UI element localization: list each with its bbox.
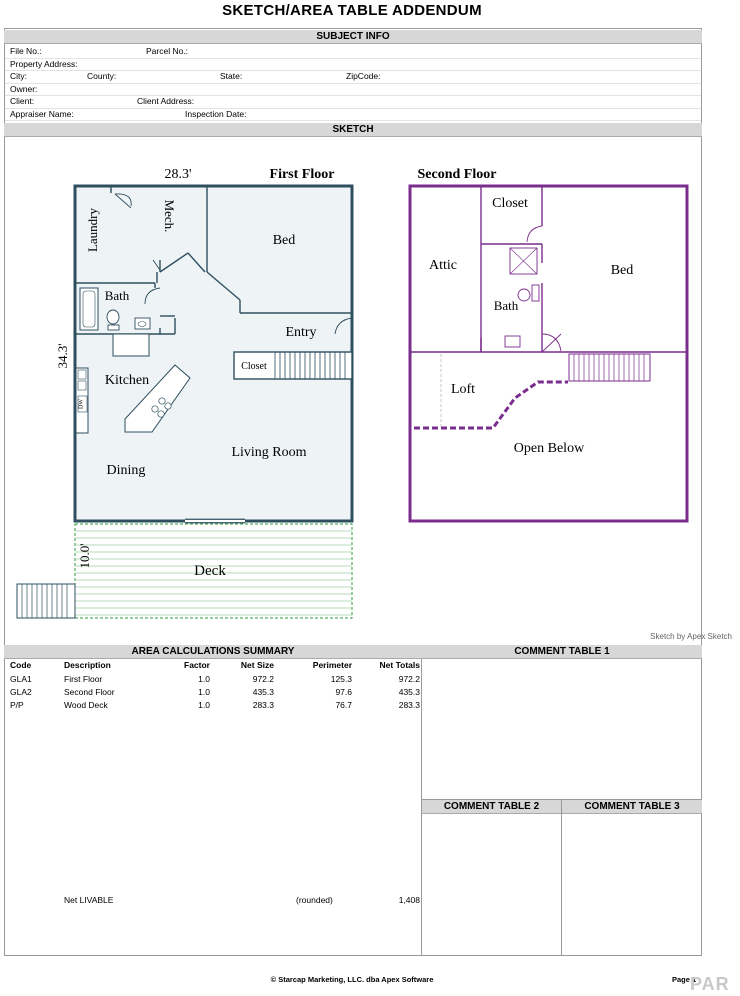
info-row-owner: [5, 83, 701, 97]
second-floor-plan: [410, 167, 687, 521]
floor-plan-sketch: [5, 138, 701, 644]
first-floor-width-dim: 28.3': [164, 167, 192, 182]
dining-label: Dining: [106, 463, 146, 478]
subject-info-header: SUBJECT INFO: [4, 30, 702, 44]
loft-label: Loft: [450, 382, 476, 397]
table-row: [4, 699, 422, 711]
info-row-file: [5, 45, 701, 59]
laundry-label: Laundry: [85, 207, 100, 253]
row-factor: 1.0: [198, 700, 210, 710]
row-code: GLA1: [10, 674, 32, 684]
row-description: First Floor: [64, 674, 103, 684]
info-row-client: [5, 95, 701, 109]
sink-icon: [135, 318, 150, 329]
row-perimeter: 97.6: [335, 687, 352, 697]
zipcode-label: ZipCode:: [346, 71, 381, 81]
comment-table-2: [422, 800, 562, 956]
par-watermark: PAR: [690, 974, 730, 994]
second-bath-label: Bath: [493, 298, 519, 313]
col-net-totals: Net Totals: [379, 660, 420, 670]
row-net-size: 283.3: [252, 700, 274, 710]
deck-label: Deck: [194, 563, 226, 579]
deck-dim: 10.0': [77, 543, 92, 569]
row-net-size: 972.2: [252, 674, 274, 684]
info-row-location: [5, 70, 701, 84]
living-room-label: Living Room: [231, 445, 307, 460]
bath-label: Bath: [104, 288, 130, 303]
row-code: GLA2: [10, 687, 32, 697]
bed-label: Bed: [272, 233, 296, 248]
first-floor-title: First Floor: [269, 167, 335, 182]
col-perimeter: Perimeter: [312, 660, 352, 670]
net-livable-label: Net LIVABLE: [64, 895, 114, 905]
open-below-label: Open Below: [513, 441, 585, 456]
row-description: Second Floor: [64, 687, 115, 697]
comment-table-1-header: COMMENT TABLE 1: [422, 645, 702, 659]
area-table-header: [4, 659, 422, 671]
parcel-no-label: Parcel No.:: [146, 46, 189, 56]
deck-plan: [17, 524, 352, 618]
first-floor-plan: [55, 167, 352, 523]
entry-label: Entry: [285, 325, 317, 340]
col-net-size: Net Size: [240, 660, 274, 670]
row-net-total: 435.3: [398, 687, 420, 697]
net-livable-total: 1,408: [398, 895, 420, 905]
comment-table-3: [562, 800, 702, 956]
page-number: Page 1: [672, 975, 697, 984]
net-rounded-label: (rounded): [296, 895, 333, 905]
second-closet-label: Closet: [492, 196, 528, 211]
attic-label: Attic: [429, 258, 457, 273]
client-address-label: Client Address:: [137, 96, 195, 106]
comment-table-1: [422, 645, 702, 800]
net-livable-row: [4, 894, 422, 906]
col-factor: Factor: [184, 660, 210, 670]
property-address-label: Property Address:: [10, 58, 78, 69]
kitchen-counter: [113, 334, 149, 356]
comment-table-2-header: COMMENT TABLE 2: [422, 800, 561, 814]
row-perimeter: 125.3: [330, 674, 352, 684]
deck-stairs: [17, 584, 75, 618]
row-code: P/P: [10, 700, 24, 710]
row-net-size: 435.3: [252, 687, 274, 697]
toilet-icon: [107, 310, 119, 324]
state-label: State:: [220, 71, 243, 81]
mech-label: Mech.: [162, 199, 177, 233]
info-row-appraiser: [5, 108, 701, 122]
row-factor: 1.0: [198, 687, 210, 697]
dw-label: DW: [78, 399, 85, 409]
city-label: City:: [10, 71, 27, 81]
row-factor: 1.0: [198, 674, 210, 684]
page-title: SKETCH/AREA TABLE ADDENDUM: [222, 2, 482, 19]
row-description: Wood Deck: [64, 700, 108, 710]
comment-table-3-header: COMMENT TABLE 3: [562, 800, 702, 814]
info-row-address: [5, 58, 701, 72]
client-label: Client:: [10, 96, 35, 106]
county-label: County:: [87, 71, 117, 81]
second-bed-label: Bed: [610, 263, 634, 278]
area-calculations: [4, 645, 422, 956]
row-net-total: 972.2: [398, 674, 420, 684]
copyright-text: © Starcap Marketing, LLC. dba Apex Software: [270, 975, 434, 984]
appraiser-name-label: Appraiser Name:: [10, 108, 74, 119]
row-perimeter: 76.7: [335, 700, 352, 710]
inspection-date-label: Inspection Date:: [185, 108, 247, 119]
row-net-total: 283.3: [398, 700, 420, 710]
owner-label: Owner:: [10, 83, 38, 94]
area-calculations-header: AREA CALCULATIONS SUMMARY: [4, 645, 422, 659]
second-sink-icon: [505, 336, 520, 347]
col-code: Code: [10, 660, 32, 670]
sketch-header: SKETCH: [4, 123, 702, 137]
second-floor-stairs: [569, 354, 650, 381]
col-description: Description: [64, 660, 111, 670]
closet-label: Closet: [241, 361, 267, 372]
table-row: [4, 686, 422, 698]
second-toilet-icon: [518, 289, 530, 301]
kitchen-label: Kitchen: [104, 373, 150, 388]
sketch-credit: Sketch by Apex Sketch: [650, 632, 732, 641]
table-row: [4, 673, 422, 685]
file-no-label: File No.:: [10, 46, 42, 56]
first-floor-height-dim: 34.3': [55, 343, 70, 369]
second-floor-title: Second Floor: [417, 167, 497, 182]
